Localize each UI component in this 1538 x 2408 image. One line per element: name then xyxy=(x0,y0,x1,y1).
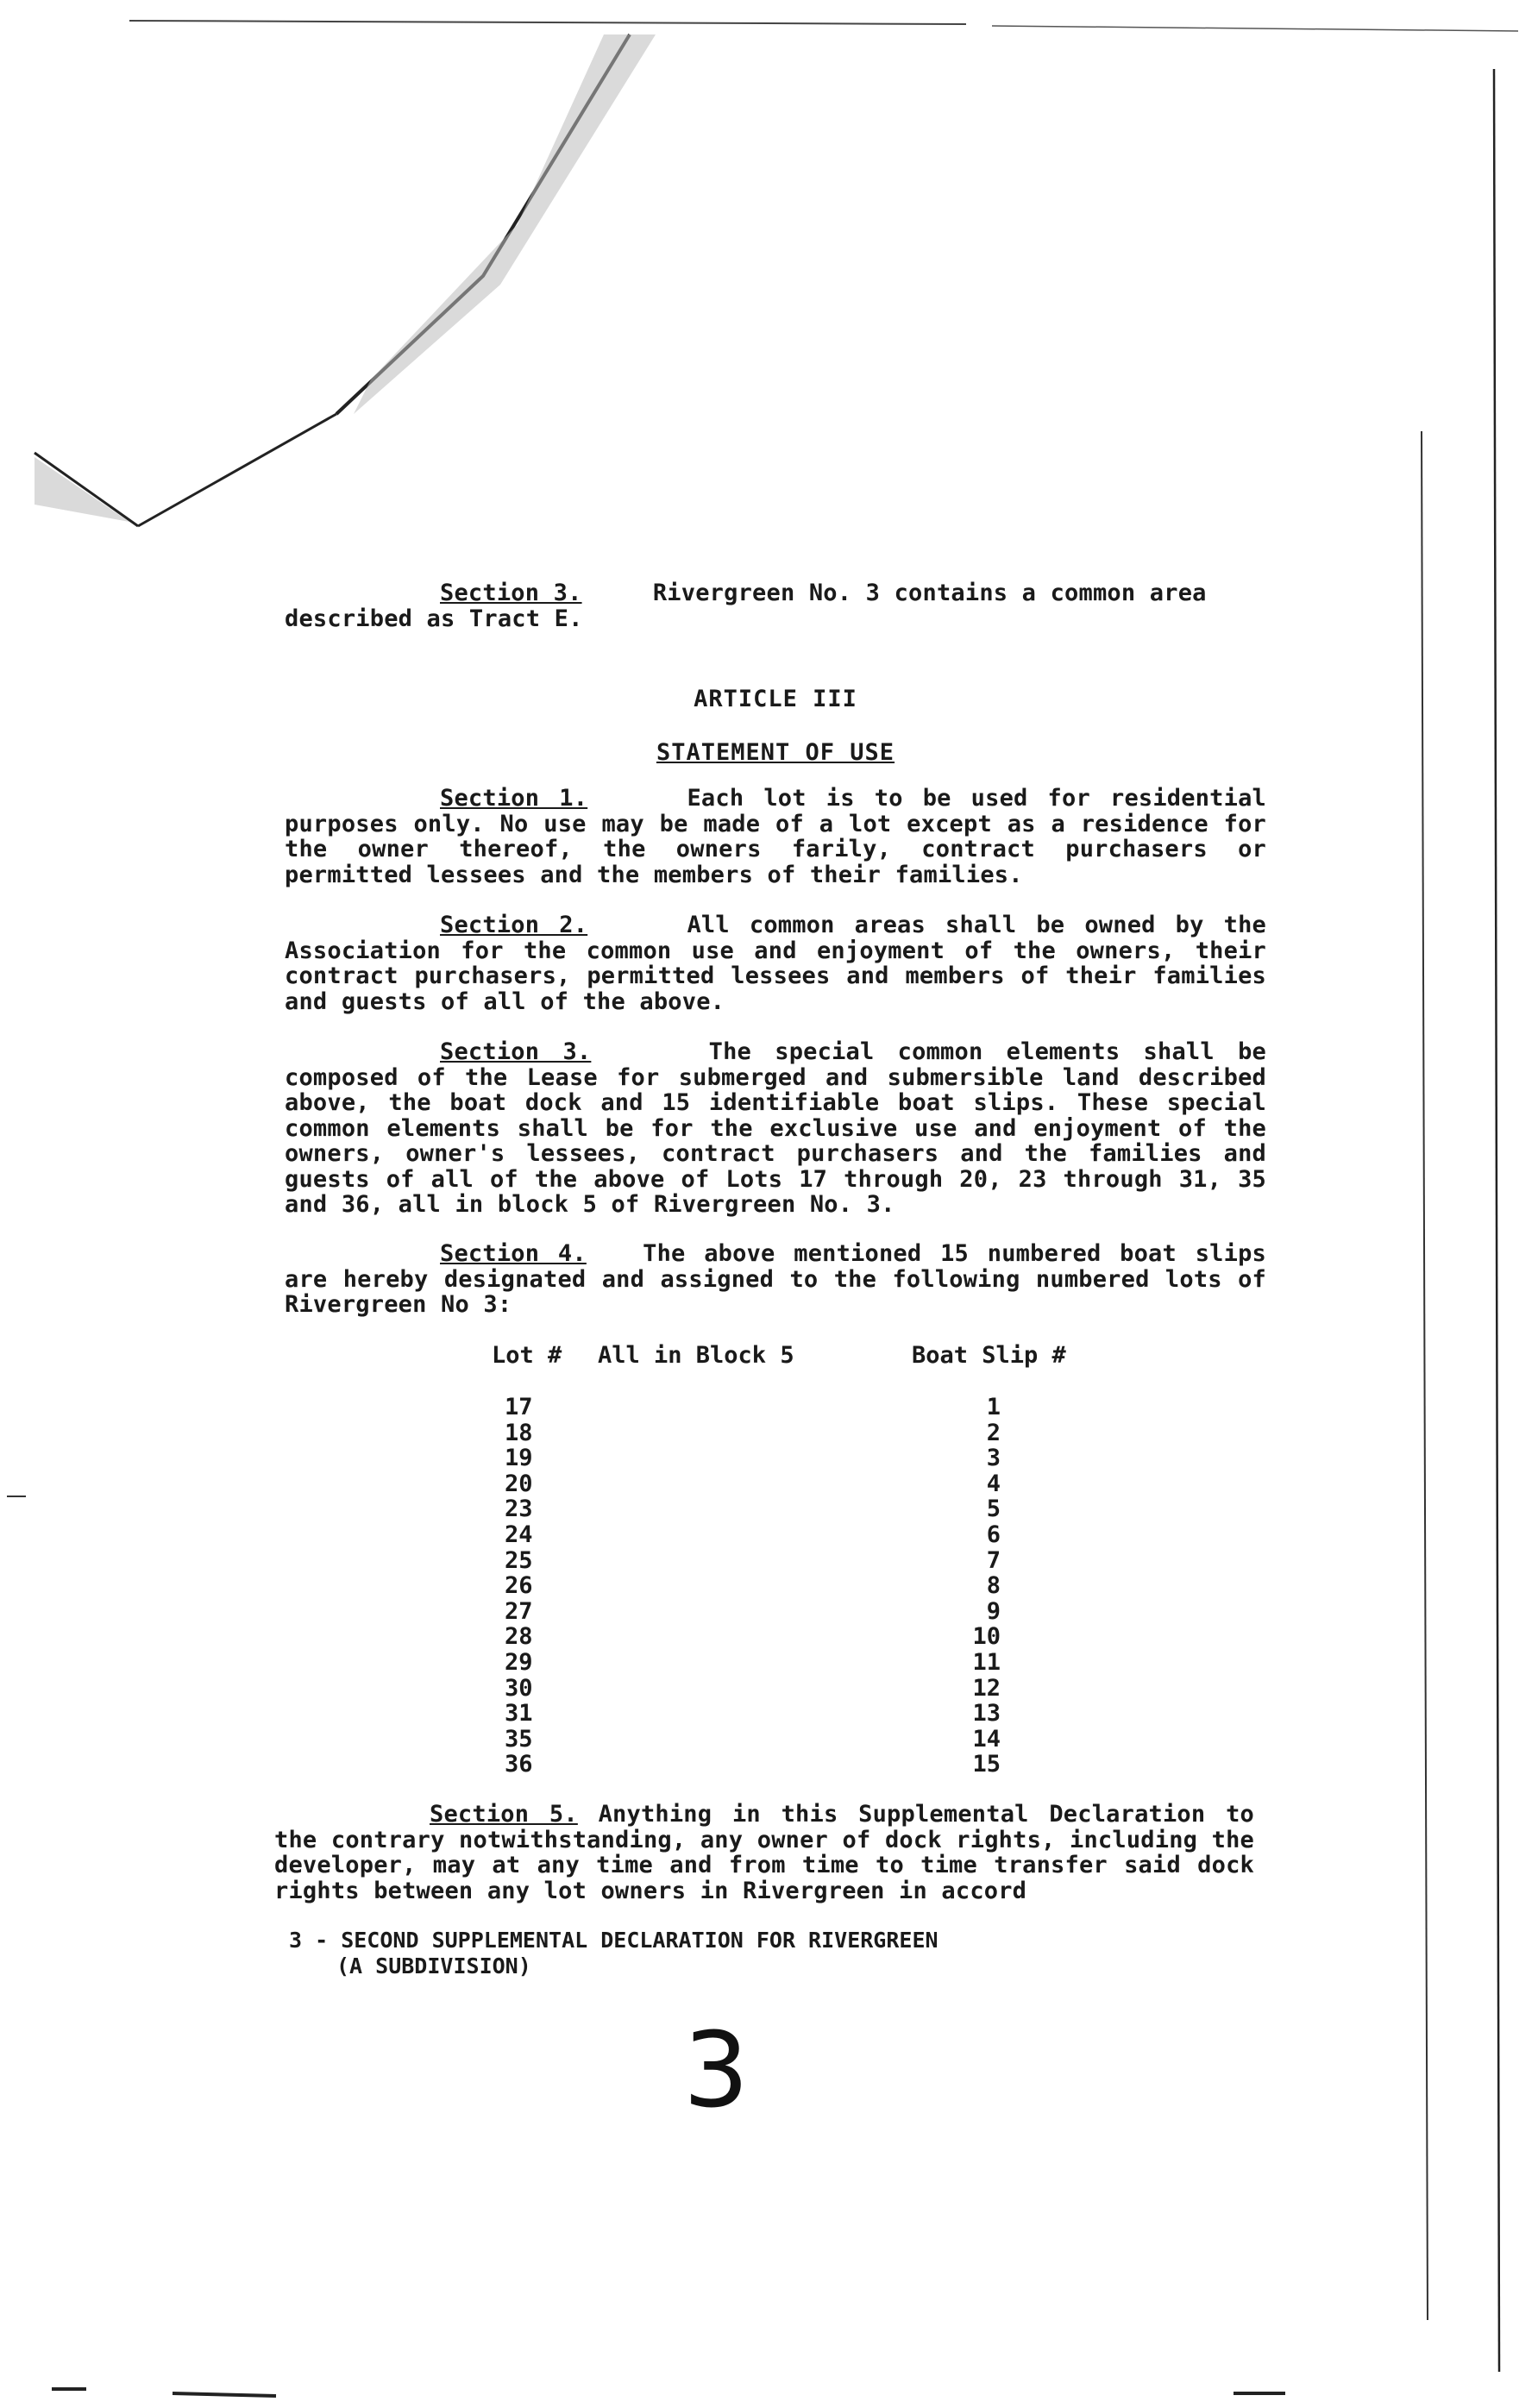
lot-number-cell: 17 xyxy=(505,1394,533,1420)
table-header-block: All in Block 5 xyxy=(598,1342,794,1369)
lot-number-cell: 20 xyxy=(505,1470,533,1497)
slip-number-cell: 14 xyxy=(972,1725,1001,1753)
section-text: Anything in this Supplemental Declaration to the contrary notwithstanding, any owner of dock rights, including the developer, may at any time and from time to time transfer said dock rights between any lot owners in Rivergreen in accord xyxy=(274,1801,1254,1904)
section-heading: Section 5. xyxy=(430,1801,578,1828)
lot-number-cell: 29 xyxy=(505,1648,533,1676)
section-text: Rivergreen No. 3 contains a common area xyxy=(652,580,1207,606)
section-text: The special common elements shall be composed of the Lease for submerged and submersible land described above, the boat dock and 15 identifiable boat slips. These special common elements shall be for the exclusive use and enjoyment of the owners, owner's lessees, contract purchasers and the families and guests of all of the above of Lots 17 through 20, 23 through 31, 35 and 36, all in block 5 of Rivergreen No. 3. xyxy=(285,1038,1266,1218)
section-heading: Section 2. xyxy=(440,912,588,938)
section-1-paragraph xyxy=(285,786,1266,887)
section-text: described as Tract E. xyxy=(285,605,583,632)
section-heading: Section 1. xyxy=(440,785,588,812)
footer-line-1: 3 - SECOND SUPPLEMENTAL DECLARATION FOR RIVERGREEN xyxy=(289,1928,938,1953)
section-2-paragraph xyxy=(285,912,1266,1014)
slip-number-cell: 1 xyxy=(986,1394,1001,1420)
lot-number-cell: 30 xyxy=(505,1674,533,1702)
lot-number-cell: 36 xyxy=(505,1751,533,1778)
section-3b-paragraph xyxy=(285,1039,1266,1218)
section-4-paragraph xyxy=(285,1241,1266,1318)
slip-number-cell: 3 xyxy=(986,1445,1001,1472)
slip-number-cell: 6 xyxy=(986,1521,1001,1548)
footer-line-2: (A SUBDIVISION) xyxy=(336,1953,531,1978)
slip-number-cell: 10 xyxy=(972,1623,1001,1651)
slip-number-cell: 5 xyxy=(986,1496,1001,1523)
slip-number-cell: 13 xyxy=(972,1700,1001,1728)
lot-column xyxy=(505,1395,533,1778)
slip-number-cell: 11 xyxy=(972,1648,1001,1676)
lot-number-cell: 28 xyxy=(505,1623,533,1651)
slip-number-cell: 15 xyxy=(972,1751,1001,1778)
lot-number-cell: 24 xyxy=(505,1521,533,1548)
lot-number-cell: 23 xyxy=(505,1496,533,1523)
table-header-slip: Boat Slip # xyxy=(912,1342,1066,1369)
table-header-lot: Lot # xyxy=(492,1342,562,1369)
document-footer xyxy=(289,1928,938,1979)
slip-number-cell: 12 xyxy=(972,1674,1001,1702)
section-3-paragraph xyxy=(285,580,1266,631)
lot-number-cell: 35 xyxy=(505,1725,533,1753)
slip-number-cell: 2 xyxy=(986,1419,1001,1446)
lot-number-cell: 27 xyxy=(505,1597,533,1625)
slip-number-cell: 8 xyxy=(986,1572,1001,1600)
lot-number-cell: 31 xyxy=(505,1700,533,1728)
article-subtitle: STATEMENT OF USE xyxy=(656,739,895,766)
lot-number-cell: 18 xyxy=(505,1419,533,1446)
lot-number-cell: 26 xyxy=(505,1572,533,1600)
section-text: All common areas shall be owned by the Association for the common use and enjoyment of the owners, their contract purchasers, permitted lessees and members of their families and guests of all of the above. xyxy=(285,912,1266,1015)
lot-number-cell: 19 xyxy=(505,1445,533,1472)
section-heading: Section 4. xyxy=(440,1240,587,1267)
slip-number-cell: 7 xyxy=(986,1546,1001,1574)
section-5-paragraph xyxy=(274,1802,1254,1903)
article-title: ARTICLE III xyxy=(694,686,857,712)
section-text: The above mentioned 15 numbered boat slips are hereby designated and assigned to the following numbered lots of Rivergreen No 3: xyxy=(285,1240,1266,1318)
section-text: Each lot is to be used for residential purposes only. No use may be made of a lot except as a residence for the owner thereof, the owners farily, contract purchasers or permitted lessees and the members of their families. xyxy=(285,785,1266,888)
handwritten-page-number: 3 xyxy=(683,2011,750,2131)
section-heading: Section 3. xyxy=(440,1038,592,1065)
slip-number-cell: 4 xyxy=(986,1470,1001,1497)
lot-number-cell: 25 xyxy=(505,1546,533,1574)
slip-column xyxy=(957,1395,1001,1778)
slip-number-cell: 9 xyxy=(986,1597,1001,1625)
section-heading: Section 3. xyxy=(440,580,582,606)
